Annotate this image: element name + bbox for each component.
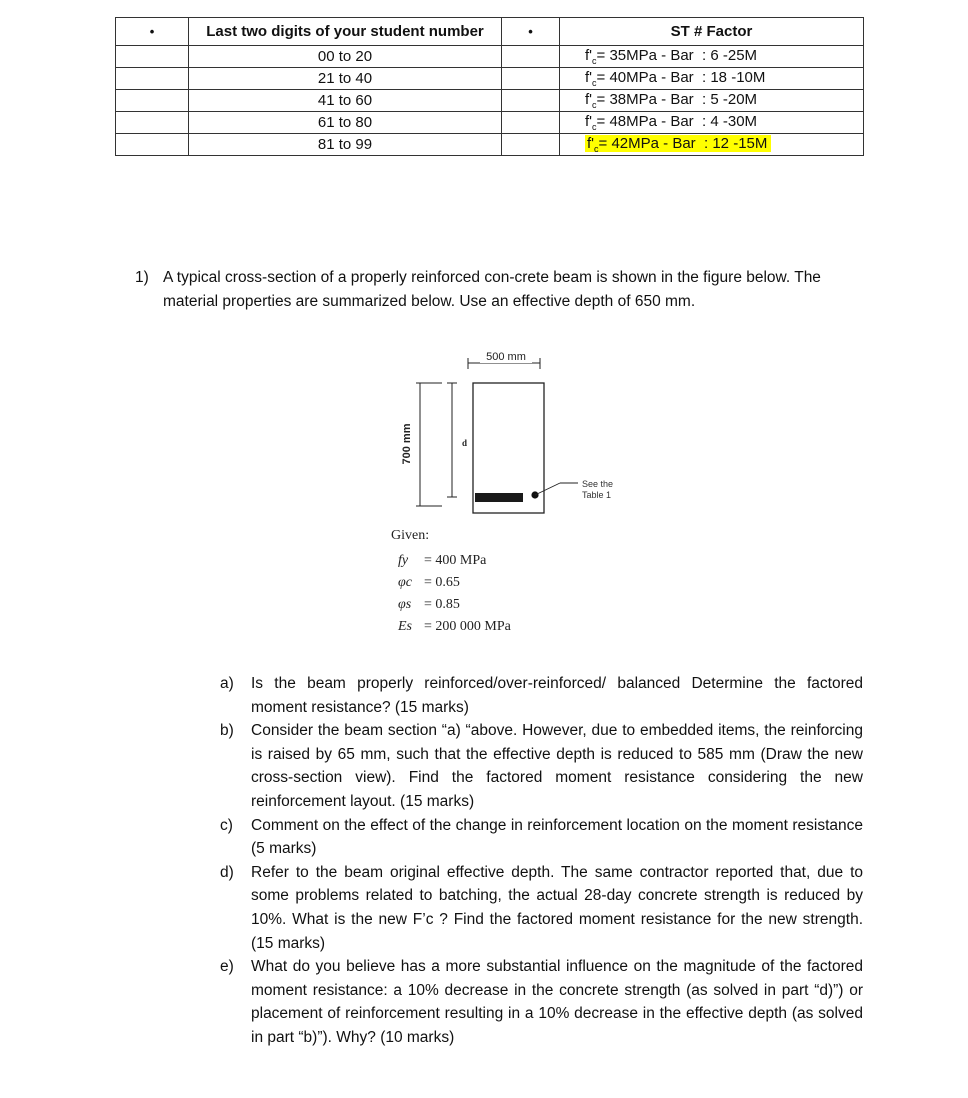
subquestion-b — [220, 719, 863, 813]
subquestion-text: Is the beam properly reinforced/over-reinforced/ balanced Determine the factored moment resistance? (15 marks) — [251, 675, 863, 716]
table-header-row — [116, 18, 864, 46]
subquestion-text: What do you believe has a more substantial influence on the magnitude of the factored moment resistance: a 10% decrease in the concrete strength (as solved in part “d)”) or placement of reinforcement resulting in a 10% decrease in the effective depth (as solved in part “b)”). Why? (10 marks) — [251, 958, 863, 1046]
bullet: • — [116, 18, 189, 46]
table-row — [116, 68, 864, 90]
header-student-number: Last two digits of your student number — [189, 18, 502, 46]
factor-cell: $f'_c= 48MPa$ - Bar : 4 -30M — [560, 112, 864, 134]
given-item: Es = 200 000 MPa — [398, 619, 511, 634]
range-cell: 61 to 80 — [189, 112, 502, 134]
d-label: d — [462, 438, 468, 448]
subquestion-list — [220, 672, 863, 1050]
factor-cell: $f'_c= 40MPa$ - Bar : 18 -10M — [560, 68, 864, 90]
table-row — [116, 112, 864, 134]
subquestion-label: b) — [220, 722, 234, 740]
callout-line-2: Table 1 — [582, 490, 612, 500]
subquestion-d — [220, 861, 863, 955]
subquestion-text: Refer to the beam original effective depth. The same contractor reported that, due to some problems related to batching, the actual 28-day concrete strength is reduced by 10%. What is the new F’c ? Find the factored moment resistance for the new strength. (15 marks) — [251, 863, 863, 952]
question-1 — [135, 266, 875, 314]
factor-cell: $f'_c= 38MPa$ - Bar : 5 -20M — [560, 90, 864, 112]
range-cell: 21 to 40 — [189, 68, 502, 90]
subquestion-label: a) — [220, 675, 234, 692]
range-cell: 41 to 60 — [189, 90, 502, 112]
subquestion-label: c) — [220, 816, 233, 834]
highlighted-factor: $f'_c= 42MPa$ - Bar : 12 -15M — [585, 135, 771, 152]
student-factor-table — [115, 17, 864, 156]
height-dimension — [416, 383, 442, 506]
bullet: • — [502, 18, 560, 46]
depth-dimension — [447, 383, 457, 497]
callout-line-1: See the — [582, 479, 614, 489]
table-row — [116, 90, 864, 112]
range-cell: 81 to 99 — [189, 134, 502, 156]
given-item: fy = 400 MPa — [398, 553, 487, 568]
factor-cell-highlighted — [560, 134, 864, 156]
question-number: 1) — [135, 269, 149, 286]
question-text: A typical cross-section of a properly reinforced con-crete beam is shown in the figure below. The material properties are summarized below. Use an effective depth of 650 mm. — [163, 269, 821, 310]
subquestion-label: e) — [220, 958, 234, 976]
height-label: 700 mm — [401, 423, 413, 465]
subquestion-text: Consider the beam section “a) “above. However, due to embedded items, the reinforcing is raised by 65 mm, such that the effective depth is reduced to 585 mm (Draw the new cross-section view). Find the factored moment resistance considering the new reinforcement layout. (15 marks) — [251, 722, 863, 810]
subquestion-label: d) — [220, 863, 234, 881]
given-item: φs = 0.85 — [398, 597, 460, 612]
subquestion-c — [220, 814, 863, 861]
factor-cell: $f'_c= 35MPa$ - Bar : 6 -25M — [560, 46, 864, 68]
table-row — [116, 134, 864, 156]
table-row — [116, 46, 864, 68]
subquestion-e — [220, 955, 863, 1049]
given-item: φc = 0.65 — [398, 575, 460, 590]
width-label: 500 mm — [486, 351, 526, 363]
beam-cross-section-figure — [380, 340, 640, 530]
range-cell: 00 to 20 — [189, 46, 502, 68]
subquestion-a — [220, 672, 863, 719]
given-title: Given: — [391, 528, 430, 543]
given-block — [391, 528, 511, 641]
reinforcement-bars — [475, 493, 523, 502]
subquestion-text: Comment on the effect of the change in reinforcement location on the moment resistance (5 marks) — [251, 816, 863, 858]
header-st-factor: ST # Factor — [560, 18, 864, 46]
